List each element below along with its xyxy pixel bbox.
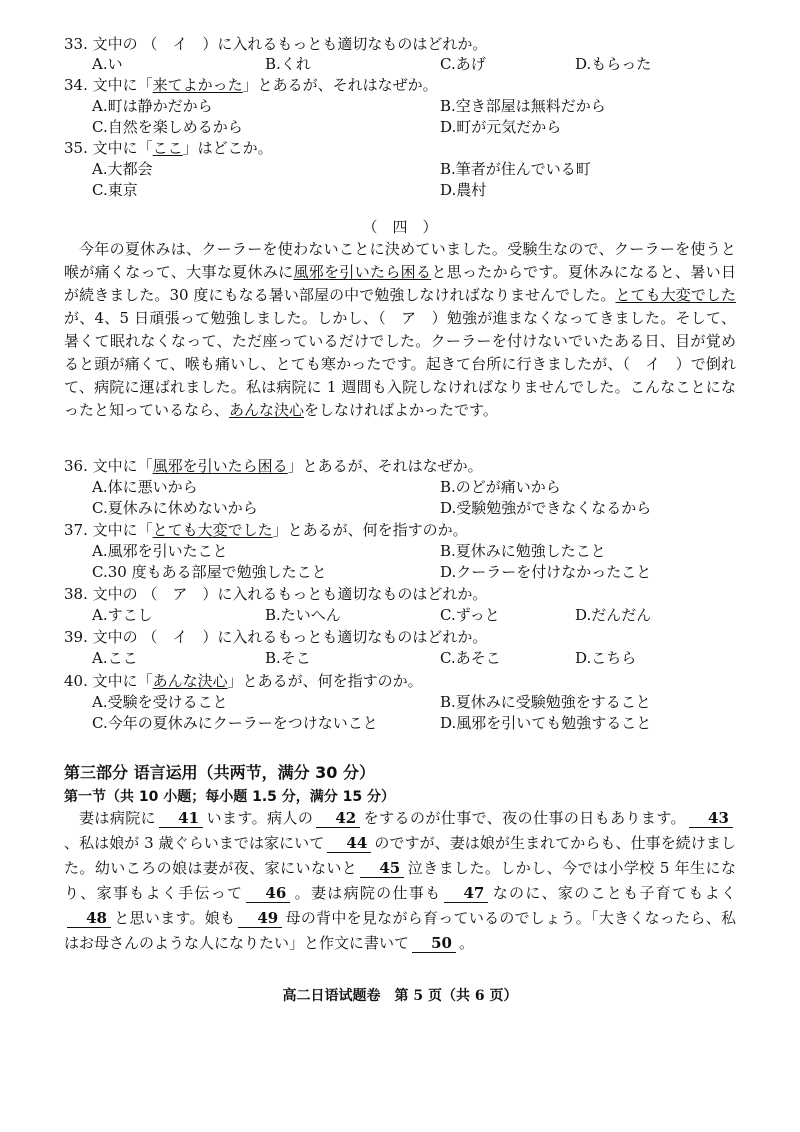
q33-option-c: C.あげ xyxy=(440,55,486,73)
q34-quote: 来てよかった xyxy=(152,76,243,94)
q33-option-d: D.もらった xyxy=(575,55,652,73)
blank-42: 42 xyxy=(316,809,360,828)
q39-option-c: C.あそこ xyxy=(440,649,501,667)
q40-option-d: D.風邪を引いても勉強すること xyxy=(440,714,652,732)
q37-stem: 37. 文中に「とても大変でした」とあるが、何を指すのか。 xyxy=(64,521,468,539)
page-footer: 高二日语试题卷 第 5 页（共 6 页） xyxy=(282,988,518,1004)
blank-48: 48 xyxy=(67,909,111,928)
q35-option-b: B.筆者が住んでいる町 xyxy=(440,160,591,178)
blank-41: 41 xyxy=(159,809,203,828)
q34-option-c: C.自然を楽しめるから xyxy=(92,118,243,136)
blank-50: 50 xyxy=(412,934,456,953)
q39-option-a: A.ここ xyxy=(92,649,138,667)
q37-option-b: B.夏休みに勉強したこと xyxy=(440,542,606,560)
q40-option-b: B.夏休みに受験勉強をすること xyxy=(440,693,651,711)
q36-option-b: B.のどが痛いから xyxy=(440,478,561,496)
passage-underline-taihen: とても大変でした xyxy=(615,286,736,304)
blank-44: 44 xyxy=(327,834,371,853)
q34-stem: 34. 文中に「来てよかった」とあるが、それはなぜか。 xyxy=(64,76,438,94)
q34-option-b: B.空き部屋は無料だから xyxy=(440,97,606,115)
q35-option-c: C.東京 xyxy=(92,181,138,199)
q35-quote: ここ xyxy=(152,139,183,157)
q40-quote: あんな決心 xyxy=(152,672,228,690)
q40-option-a: A.受験を受けること xyxy=(92,693,228,711)
q33-option-a: A.い xyxy=(92,55,123,73)
q37-quote: とても大変でした xyxy=(152,521,273,539)
q38-option-b: B.たいへん xyxy=(265,606,341,624)
q40-stem: 40. 文中に「あんな決心」とあるが、何を指すのか。 xyxy=(64,672,423,690)
cloze-passage: 妻は病院に 41 います。病人の 42 をするのが仕事で、夜の仕事の日もあります。 43、私は娘が 3 歳ぐらいまでは家にいて 44 のですが、妻は娘が生まれてからも、仕事を続けました。幼いころの娘は妻が夜、家にいないと 45 泣きました。しかし、今では小学校 5 年生になり、家事もよく手伝って 46 。妻は病院の仕事も 47 なのに、家のことも子育てもよく48 と思います。娘も 49 母の背中を見ながら育っているのでしょう。「大きくなったら、私はお母さんのような人になりたい」と作文に書いて 50 。 xyxy=(64,809,736,952)
q38-stem: 38. 文中の （ ア ）に入れるもっとも適切なものはどれか。 xyxy=(64,585,488,603)
q40-option-c: C.今年の夏休みにクーラーをつけないこと xyxy=(92,714,378,732)
blank-43: 43 xyxy=(689,809,733,828)
passage-underline-kesshin: あんな決心 xyxy=(229,401,305,419)
section-4-heading: （ 四 ） xyxy=(362,218,438,236)
part-3-subtitle: 第一节（共 10 小题；每小题 1.5 分，满分 15 分） xyxy=(64,789,396,805)
q38-option-c: C.ずっと xyxy=(440,606,500,624)
blank-49: 49 xyxy=(238,909,282,928)
blank-45: 45 xyxy=(360,859,404,878)
q35-stem: 35. 文中に「ここ」はどこか。 xyxy=(64,139,273,157)
q39-option-b: B.そこ xyxy=(265,649,311,667)
q36-quote: 風邪を引いたら困る xyxy=(152,457,288,475)
section-4-passage: 今年の夏休みは、クーラーを使わないことに決めていました。受験生なので、クーラーを使うと喉が痛くなって、大事な夏休みに風邪を引いたら困ると思ったからです。夏休みになると、暑い日が続きました。30 度にもなる暑い部屋の中で勉強しなければなりませんでした。とても大変でしたが、4、5 日頑張って勉強しました。しかし、（ ア ）勉強が進まなくなってきました。そして、暑くて眠れなくなって、ただ座っているだけでした。クーラーを付けないでいたある日、目が覚めると頭が痛くて、喉も痛いし、とても寒かったです。起きて台所に行きましたが、（ イ ）で倒れて、病院に運ばれました。私は病院に 1 週間も入院しなければなりませんでした。こんなことになったと知っているなら、あんな決心をしなければよかったです。 xyxy=(64,240,737,419)
q35-option-a: A.大都会 xyxy=(92,160,153,178)
q39-stem: 39. 文中の （ イ ）に入れるもっとも適切なものはどれか。 xyxy=(64,628,488,646)
blank-47: 47 xyxy=(444,884,488,903)
q38-option-d: D.だんだん xyxy=(575,606,652,624)
q34-option-a: A.町は静かだから xyxy=(92,97,213,115)
q36-option-c: C.夏休みに休めないから xyxy=(92,499,258,517)
q37-option-c: C.30 度もある部屋で勉強したこと xyxy=(92,563,327,581)
part-3-title: 第三部分 语言运用（共两节，满分 30 分） xyxy=(64,763,375,782)
q36-option-a: A.体に悪いから xyxy=(92,478,198,496)
q33-option-b: B.くれ xyxy=(265,55,311,73)
q39-option-d: D.こちら xyxy=(575,649,637,667)
q36-stem: 36. 文中に「風邪を引いたら困る」とあるが、それはなぜか。 xyxy=(64,457,483,475)
blank-46: 46 xyxy=(246,884,290,903)
q38-option-a: A.すこし xyxy=(92,606,153,624)
q37-option-a: A.風邪を引いたこと xyxy=(92,542,228,560)
q36-option-d: D.受験勉強ができなくなるから xyxy=(440,499,652,517)
q37-option-d: D.クーラーを付けなかったこと xyxy=(440,563,652,581)
q34-option-d: D.町が元気だから xyxy=(440,118,562,136)
passage-underline-kaze: 風邪を引いたら困る xyxy=(293,263,432,281)
q33-stem: 33. 文中の （ イ ）に入れるもっとも適切なものはどれか。 xyxy=(64,35,488,53)
q35-option-d: D.農村 xyxy=(440,181,487,199)
